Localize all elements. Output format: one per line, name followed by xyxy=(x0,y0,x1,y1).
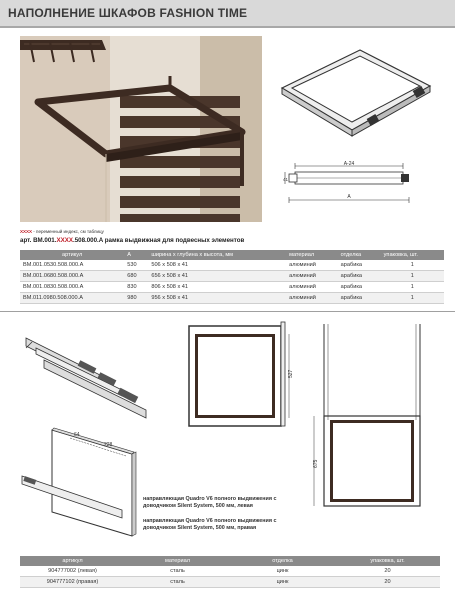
table-cell: 20 xyxy=(335,577,440,588)
table-cell: алюминий xyxy=(286,293,338,304)
col-header: артикул xyxy=(20,250,124,260)
table-cell: арабика xyxy=(338,282,381,293)
table-cell: 656 x 508 x 41 xyxy=(148,271,286,282)
dim-64-label: 64 xyxy=(74,432,80,438)
table-row xyxy=(20,282,444,293)
dim-675-label: 675 xyxy=(313,459,319,468)
table-cell: цинк xyxy=(230,577,335,588)
table-cell: BM.001.0830.508.000.A xyxy=(20,282,124,293)
table-cell: BM.011.0980.508.000.A xyxy=(20,293,124,304)
table-cell: 956 x 508 x 41 xyxy=(148,293,286,304)
table-cell: 1 xyxy=(381,282,444,293)
table-row xyxy=(20,260,444,271)
section-divider xyxy=(0,311,455,312)
col-header: отделка xyxy=(230,556,335,566)
dim-527-label: 527 xyxy=(288,369,294,378)
table-cell: 904777002 (левая) xyxy=(20,566,125,577)
product-caption xyxy=(20,237,244,244)
col-header: отделка xyxy=(338,250,381,260)
table-row xyxy=(20,293,444,304)
table-cell: арабика xyxy=(338,293,381,304)
note-text: - переменный индекс, см таблицу xyxy=(32,229,104,234)
caption-code: XXXX xyxy=(56,237,73,244)
page-title: НАПОЛНЕНИЕ ШКАФОВ FASHION TIME xyxy=(8,6,248,20)
col-header: упаковка, шт. xyxy=(335,556,440,566)
table-cell: 506 x 508 x 41 xyxy=(148,260,286,271)
guide-right-label: направляющая Quadro V6 полного выдвижения с доводчиком Silent System, 500 мм, правая xyxy=(143,518,277,531)
table-cell: цинк xyxy=(230,566,335,577)
table-cell: алюминий xyxy=(286,282,338,293)
table-cell: сталь xyxy=(125,577,230,588)
dim-228-label: 228 xyxy=(104,442,113,448)
col-header: ширина х глубина х высота, мм xyxy=(148,250,286,260)
photo-illustration xyxy=(20,36,262,222)
table-cell: 1 xyxy=(381,271,444,282)
col-header: A xyxy=(124,250,148,260)
table-cell: арабика xyxy=(338,260,381,271)
table-cell: 980 xyxy=(124,293,148,304)
guide-spec-table xyxy=(20,556,440,588)
table-cell: 806 x 508 x 41 xyxy=(148,282,286,293)
caption-prefix: арт. BM.001. xyxy=(20,237,57,244)
rails-drawing xyxy=(22,330,152,425)
caption-suffix: .508.000.A xyxy=(72,237,104,244)
table-header-row xyxy=(20,556,440,566)
product-photo xyxy=(20,36,262,222)
table-cell: 530 xyxy=(124,260,148,271)
frame-front-drawing xyxy=(185,320,295,430)
cabinet-side-drawing xyxy=(22,428,147,538)
table-cell: 904777102 (правая) xyxy=(20,577,125,588)
table-row xyxy=(20,577,440,588)
caption-description: рамка выдвижная для подвесных элементов xyxy=(103,237,245,244)
dim-41-label: 41 xyxy=(283,177,289,182)
table-header-row xyxy=(20,250,444,260)
col-header: артикул xyxy=(20,556,125,566)
col-header: материал xyxy=(286,250,338,260)
frame-3d-drawing xyxy=(278,40,438,150)
dim-a24-label: A-24 xyxy=(343,161,355,167)
table-cell: 1 xyxy=(381,293,444,304)
table-row xyxy=(20,566,440,577)
note-code: XXXX xyxy=(20,229,33,234)
table-cell: BM.001.0680.508.000.A xyxy=(20,271,124,282)
table-cell: BM.001.0530.508.000.A xyxy=(20,260,124,271)
guide-left-label: направляющая Quadro V6 полного выдвижения с доводчиком Silent System, 500 мм, левая xyxy=(143,496,277,509)
table-cell: 830 xyxy=(124,282,148,293)
col-header: упаковка, шт. xyxy=(381,250,444,260)
variable-index-note xyxy=(20,229,104,234)
frame-spec-table xyxy=(20,250,444,304)
table-row xyxy=(20,271,444,282)
frame-extended-drawing xyxy=(313,320,433,510)
header-bar xyxy=(0,0,455,28)
table-cell: 20 xyxy=(335,566,440,577)
col-header: материал xyxy=(125,556,230,566)
table-cell: арабика xyxy=(338,271,381,282)
table-cell: 1 xyxy=(381,260,444,271)
table-cell: 680 xyxy=(124,271,148,282)
table-cell: алюминий xyxy=(286,260,338,271)
table-cell: сталь xyxy=(125,566,230,577)
table-cell: алюминий xyxy=(286,271,338,282)
frame-dimension-drawing xyxy=(283,158,418,213)
dim-a-label: A xyxy=(347,194,351,200)
